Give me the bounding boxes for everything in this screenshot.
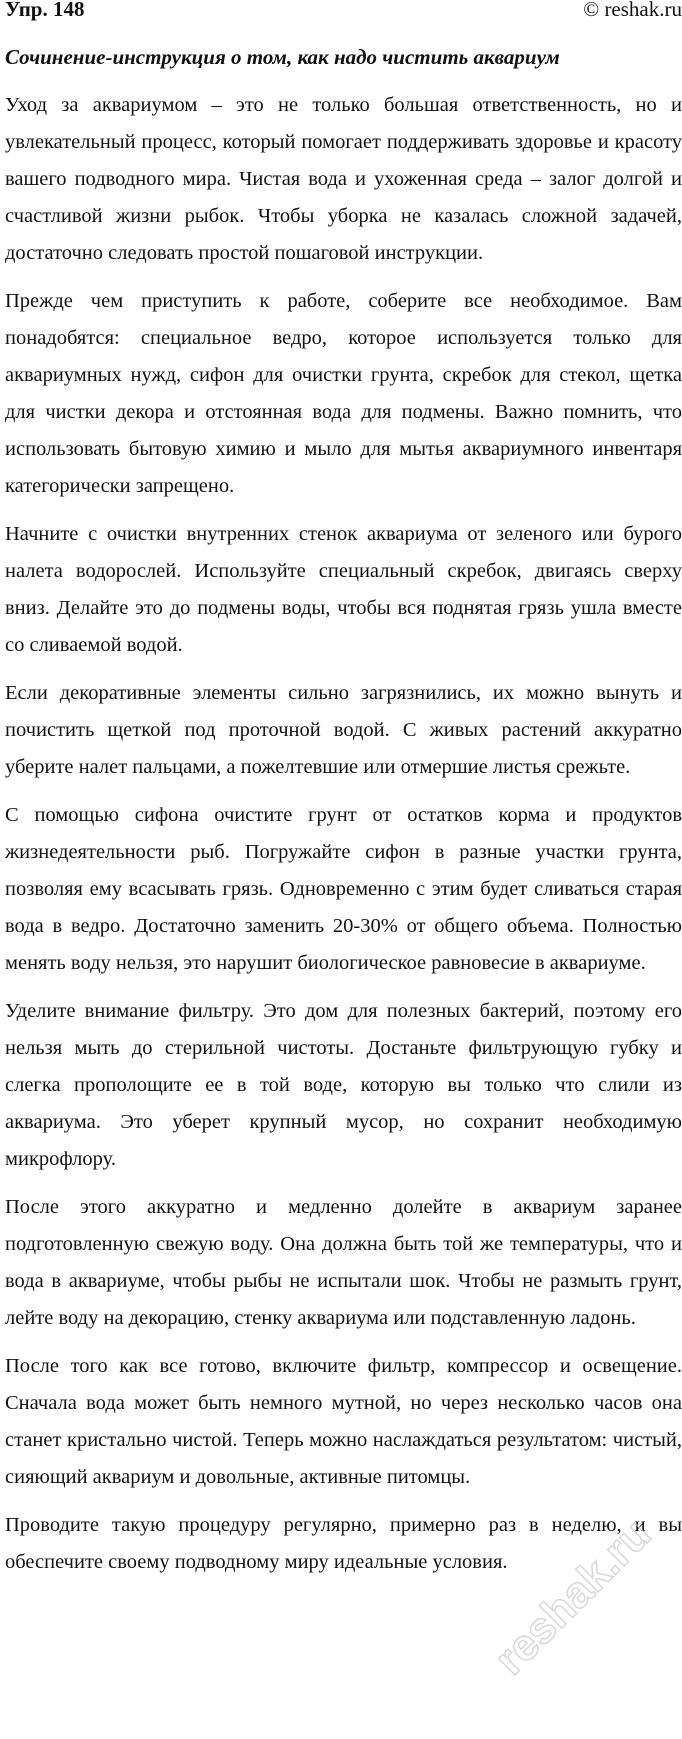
- paragraph: После этого аккуратно и медленно долейте в аквариум заранее подготовленную свежую воду. Она должна быть той же температуры, что и вода в аквариуме, чтобы рыбы не испытали шок. Чтобы не размыть грунт, лейте воду на декорацию, стенку аквариума или подставленную ладонь.: [5, 1196, 682, 1329]
- paragraph: Начните с очистки внутренних стенок аквариума от зеленого или бурого налета водорослей. Используйте специальный скребок, двигаясь сверху вниз. Делайте это до подмены воды, чтобы вся поднятая грязь ушла вместе со сливаемой водой.: [5, 523, 682, 656]
- source-label: © reshak.ru: [583, 0, 682, 21]
- svg-text:reshak.ru: reshak.ru: [485, 1509, 661, 1685]
- paragraph: Проводите такую процедуру регулярно, примерно раз в неделю, и вы обеспечите своему подводному миру идеальные условия.: [5, 1514, 682, 1573]
- essay-body: [5, 87, 682, 1592]
- paragraph: Уделите внимание фильтру. Это дом для полезных бактерий, поэтому его нельзя мыть до стерильной чистоты. Достаньте фильтрующую губку и слегка прополощите ее в той воде, которую вы только что слили из аквариума. Это уберет крупный мусор, но сохранит необходимую микрофлору.: [5, 1000, 682, 1170]
- paragraph: Если декоративные элементы сильно загрязнились, их можно вынуть и почистить щеткой под проточной водой. С живых растений аккуратно уберите налет пальцами, а пожелтевшие или отмершие листья срежьте.: [5, 682, 682, 778]
- essay-title: Сочинение-инструкция о том, как надо чистить аквариум: [5, 45, 560, 69]
- page-header: [5, 0, 682, 24]
- exercise-number: Упр. 148: [5, 0, 85, 21]
- paragraph: С помощью сифона очистите грунт от остатков корма и продуктов жизнедеятельности рыб. Погружайте сифон в разные участки грунта, позволяя ему всасывать грязь. Одновременно с этим будет сливаться старая вода в ведро. Достаточно заменить 20-30% от общего объема. Полностью менять воду нельзя, это нарушит биологическое равновесие в аквариуме.: [5, 804, 682, 974]
- paragraph: Прежде чем приступить к работе, соберите все необходимое. Вам понадобятся: специальное ведро, которое используется только для аквариумных нужд, сифон для очистки грунта, скребок для стекол, щетка для чистки декора и отстоянная вода для подмены. Важно помнить, что использовать бытовую химию и мыло для мытья аквариумного инвентаря категорически запрещено.: [5, 290, 682, 497]
- paragraph: После того как все готово, включите фильтр, компрессор и освещение. Сначала вода может быть немного мутной, но через несколько часов она станет кристально чистой. Теперь можно наслаждаться результатом: чистый, сияющий аквариум и довольные, активные питомцы.: [5, 1355, 682, 1488]
- paragraph: Уход за аквариумом – это не только большая ответственность, но и увлекательный процесс, который помогает поддерживать здоровье и красоту вашего подводного мира. Чистая вода и ухоженная среда – залог долгой и счастливой жизни рыбок. Чтобы уборка не казалась сложной задачей, достаточно следовать простой пошаговой инструкции.: [5, 94, 682, 264]
